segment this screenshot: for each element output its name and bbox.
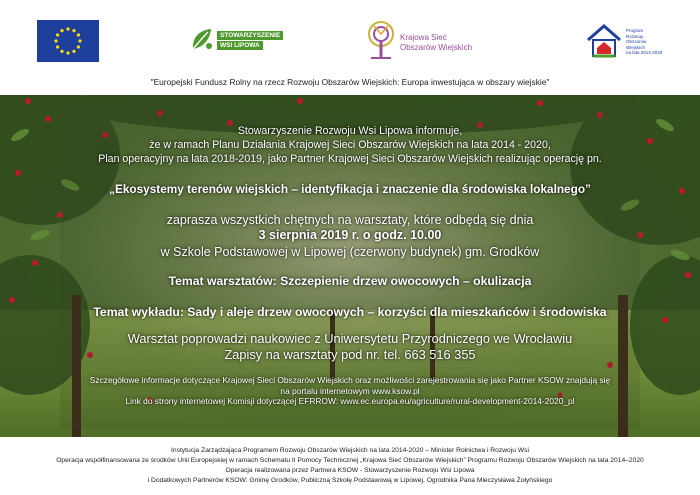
footer-line-1: Instytucja Zarządzająca Programem Rozwoju Obszarów Wiejskich na lata 2014-2020 – Minister Rolnictwa i Rozwoju Wsi — [171, 447, 529, 454]
prow-line-5: na lata 2014-2020 — [626, 50, 663, 55]
invite-text: zaprasza wszystkich chętnych na warsztaty, które odbędą się dnia — [166, 213, 534, 227]
prow-line-3: Obszarów — [626, 39, 647, 44]
footer-line-4: i Dodatkowych Partnerów KSOW: Gminę Grodków, Publiczną Szkołę Podstawową w Lipowej, Ogrodnika Pana Mieczysława Żołyńskiego — [147, 477, 553, 484]
info-line-1: Szczegółowe informacje dotyczące Krajowej Sieci Obszarów Wiejskich oraz możliwości zarejestrowania się jako Partner KSOW znajdują się — [89, 375, 611, 385]
prow-logo — [585, 22, 665, 66]
prow-logo-text — [626, 28, 662, 56]
prow-line-2: Rozwoju — [626, 33, 644, 39]
stowarzyszenie-logo — [190, 27, 300, 55]
leaf-icon — [190, 27, 214, 53]
lecturer-text: Warsztat poprowadzi naukowiec z Uniwersytetu Przyrodniczego we Wrocławiu — [127, 331, 573, 346]
footer-line-2: Operacja współfinansowana ze środków Unii Europejskiej w ramach Schematu II Pomocy Technicznej „Krajowa Sieć Obszarów Wiejskich” Programu Rozwoju Obszarów Wiejskich na lata 2014–2020 — [56, 457, 644, 464]
stow-logo-text: STOWARZYSZENIE — [217, 31, 283, 40]
ksow-line-1: Krajowa Sieć — [400, 33, 447, 42]
event-place: w Szkole Podstawowej w Lipowej (czerwony budynek) gm. Grodków — [160, 245, 540, 259]
workshop-topic: Temat warsztatów: Szczepienie drzew owocowych – okulizacja — [168, 274, 532, 288]
footer-line-3: Operacja realizowana przez Partnera KSOW - Stowarzyszenie Rozwoju Wsi Lipowa — [225, 467, 475, 474]
registration-text: Zapisy na warsztaty pod nr. tel. 663 516 355 — [224, 347, 476, 362]
orchard-photo — [0, 95, 700, 437]
info-line-2: na portalu internetowym www.ksow.pl — [280, 385, 420, 396]
event-date: 3 sierpnia 2019 r. o godz. 10.00 — [258, 228, 442, 242]
intro-line-2: że w ramach Planu Działania Krajowej Sieci Obszarów Wiejskich na lata 2014 - 2020, — [149, 138, 551, 151]
header — [0, 0, 700, 95]
intro-line-3: Plan operacyjny na lata 2018-2019, jako Partner Krajowej Sieci Obszarów Wiejskich realizując operację pn. — [98, 152, 602, 165]
tree-icon — [364, 20, 398, 62]
prow-line-1: Program — [626, 28, 644, 33]
stow-logo-text-2: WSI LIPOWA — [217, 41, 263, 50]
intro-line-1: Stowarzyszenie Rozwoju Wsi Lipowa informuje, — [237, 125, 463, 137]
footer — [0, 437, 700, 495]
lecture-topic: Temat wykładu: Sady i aleje drzew owocowych – korzyści dla mieszkańców i środowiska — [93, 305, 607, 319]
info-text — [0, 375, 700, 397]
ksow-logo-text — [400, 33, 472, 53]
ksow-logo — [364, 20, 484, 64]
ksow-line-2: Obszarów Wiejskich — [400, 43, 473, 52]
motto: "Europejski Fundusz Rolny na rzecz Rozwoju Obszarów Wiejskich: Europa inwestująca w obszary wiejskie" — [150, 77, 550, 87]
efrrow-link[interactable]: Link do strony internetowej Komisji dotyczącej EFRROW: www.ec.europa.eu/agriculture/rural-development-2014-2020_pl — [125, 396, 575, 406]
eu-flag-icon — [37, 20, 99, 62]
intro-text — [0, 125, 700, 166]
house-icon — [585, 22, 623, 62]
operation-title: „Ekosystemy terenów wiejskich – identyfikacja i znaczenie dla środowiska lokalnego” — [109, 182, 591, 196]
prow-line-4: Wiejskich — [626, 44, 646, 50]
